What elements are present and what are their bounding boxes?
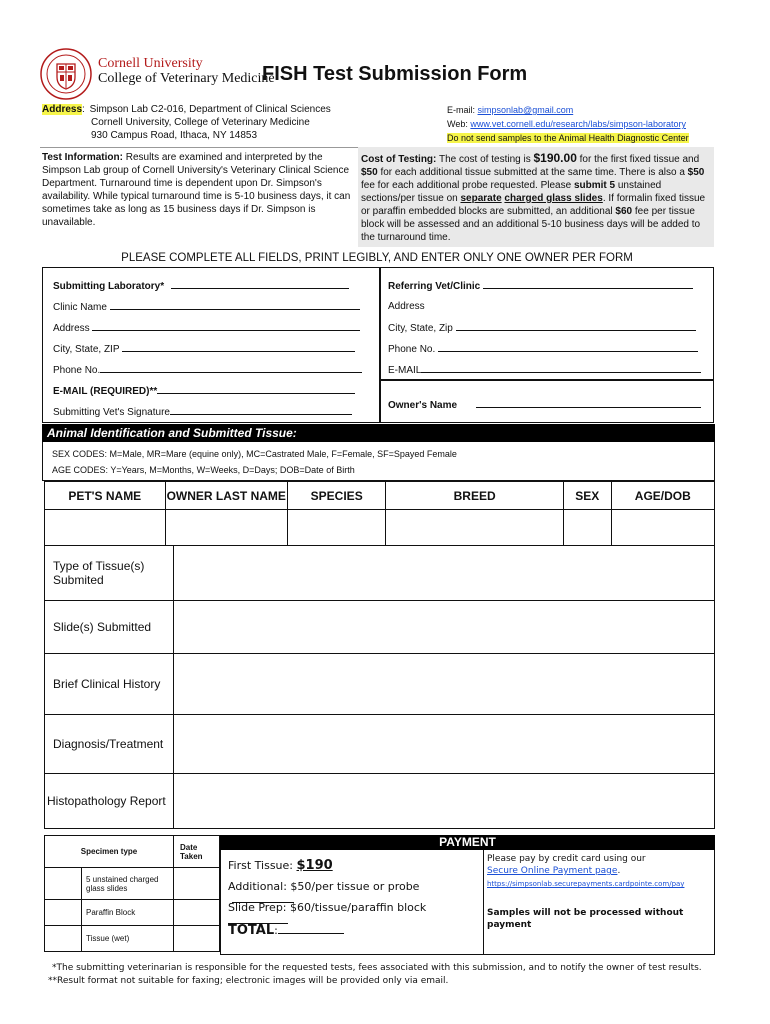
cost-text-7: fee per tissue block will be assessed and an additional 5-10 business days will be added to the turnaround time. [361, 206, 701, 243]
lab-fields [53, 279, 373, 426]
cost-submit: submit 5 [573, 180, 616, 191]
lab-web-link[interactable]: www.vet.cornell.edu/research/labs/simpson-laboratory [470, 119, 686, 129]
specimen-table [44, 835, 220, 952]
col-age-dob: AGE/DOB [611, 482, 714, 510]
specimen-row-tissue [45, 926, 220, 952]
footer-note-2: **Result format not suitable for faxing; electronic images will be provided only via email. [48, 976, 449, 986]
cost-separate: separate [460, 193, 502, 204]
submitting-lab-label: Submitting Laboratory* [53, 281, 165, 292]
specimen-slides-label: 5 unstained charged glass slides [82, 868, 174, 900]
lab-phone-label: Phone No. [53, 365, 101, 376]
clinic-name-field[interactable] [110, 300, 360, 310]
vet-city-field[interactable] [456, 321, 696, 331]
referring-vet-field[interactable] [483, 279, 693, 289]
total-colon: : [274, 924, 278, 937]
cost-charged: charged glass slides [504, 193, 603, 204]
cost-fee-2: $50 [687, 167, 705, 178]
web-label: Web: [447, 119, 468, 129]
form-title: FISH Test Submission Form [262, 63, 528, 85]
cost-text-4: fee for each additional probe requested. Please [361, 180, 572, 191]
vet-fields [388, 279, 710, 412]
age-codes: AGE CODES: Y=Years, M=Months, W=Weeks, D=Days; DOB=Date of Birth [52, 465, 355, 475]
owner-name-label: Owner's Name [388, 400, 458, 411]
diagnosis-cell[interactable] [174, 715, 715, 774]
cost-text-5: unstained sections/per tissue on [361, 180, 662, 204]
cost-text [361, 152, 713, 244]
university-name: Cornell University [98, 56, 203, 71]
address-line3: 930 Campus Road, Ithaca, NY 14853 [91, 130, 258, 141]
lab-email-label: E-MAIL (REQUIRED)** [53, 386, 158, 397]
vet-city-label: City, State, Zip [388, 323, 453, 334]
test-info-label: Test Information: [42, 152, 123, 163]
sex-cell[interactable] [563, 510, 611, 546]
vet-address-label: Address [388, 301, 425, 312]
cost-text-2: for the first fixed tissue and [579, 154, 700, 165]
paraffin-date-cell[interactable] [174, 900, 220, 926]
vet-email-label: E-MAIL [388, 365, 422, 376]
ahdc-notice: Do not send samples to the Animal Health Diagnostic Center [447, 133, 689, 143]
owner-name-field[interactable] [476, 398, 701, 408]
email-label: E-mail: [447, 105, 476, 115]
test-info-text [42, 151, 357, 229]
slides-date-cell[interactable] [174, 868, 220, 900]
secure-payment-link[interactable]: Secure Online Payment page [487, 866, 618, 876]
clinic-name-label: Clinic Name [53, 302, 107, 313]
payment-divider [483, 850, 484, 955]
history-row [45, 654, 715, 715]
pay-period: . [617, 866, 621, 876]
lab-address-label: Address [53, 323, 90, 334]
pay-text: Please pay by credit card using our [487, 854, 646, 864]
first-tissue-label: First Tissue: [228, 859, 293, 872]
lab-email-link[interactable]: simpsonlab@gmail.com [477, 105, 574, 115]
pet-name-cell[interactable] [45, 510, 166, 546]
specimen-type-header: Specimen type [45, 836, 174, 868]
address-line1: Simpson Lab C2-016, Department of Clinical Sciences [89, 104, 331, 115]
col-sex: SEX [563, 482, 611, 510]
specimen-tissue-label: Tissue (wet) [82, 926, 174, 952]
lab-address-field[interactable] [92, 321, 360, 331]
additional-fee-label: Additional: $50/per tissue or probe [228, 880, 420, 893]
cost-text-1: The cost of testing is [438, 154, 531, 165]
test-info-body: Results are examined and interpreted by the Simpson Lab group of Cornell University's Veterinary Clinical Science Department. Turnaround time is dependent upon Dr. Simpson's availability. While typical turnaround time is 5-10 business days, it can sometimes take as long as 15 business days if Dr. Simpson is unavailable. [42, 152, 351, 228]
vet-phone-label: Phone No. [388, 344, 436, 355]
col-owner-last-name: OWNER LAST NAME [165, 482, 287, 510]
specimen-row-paraffin [45, 900, 220, 926]
footer-note-1: *The submitting veterinarian is responsible for the requested tests, fees associated with this submission, and to notify the owner of test results. [52, 963, 702, 973]
date-taken-header: Date Taken [174, 836, 220, 868]
sex-codes: SEX CODES: M=Male, MR=Mare (equine only), MC=Castrated Male, F=Female, SF=Spayed Female [52, 449, 457, 459]
signature-label: Submitting Vet's Signature [53, 407, 170, 418]
lab-email-field[interactable] [157, 384, 355, 394]
tissue-type-cell[interactable] [174, 546, 715, 601]
payment-fees [228, 858, 480, 938]
cost-price: $190.00 [533, 151, 577, 165]
animal-entry-row [45, 510, 715, 546]
cost-fee-3: $60 [615, 206, 633, 217]
histopath-label: Histopathology Report [45, 774, 174, 829]
cost-fee-1: $50 [361, 167, 378, 178]
cost-text-3: for each additional tissue submitted at the same time. There is also a [380, 167, 685, 178]
first-tissue-value: $190 [296, 858, 333, 873]
animal-table [44, 481, 715, 546]
payment-url-link[interactable]: https://simpsonlab.securepayments.cardpointe.com/pay [487, 880, 685, 888]
address-block: Address: Simpson Lab C2-016, Department of Clinical Sciences Cornell University, College of Veterinary Medicine 930 Campus Road, Ithaca, NY 14853 [42, 104, 331, 141]
address-line2: Cornell University, College of Veterinary Medicine [91, 117, 310, 128]
slide-prep-label: Slide Prep: $60/tissue/paraffin block [228, 901, 427, 914]
lab-phone-field[interactable] [100, 363, 362, 373]
cornell-seal-logo [40, 48, 92, 100]
lab-city-field[interactable] [122, 342, 355, 352]
breed-cell[interactable] [386, 510, 564, 546]
contact-block [447, 105, 722, 144]
cost-text-6: . If formalin fixed tissue or paraffin embedded blocks are submitted, an additional [361, 193, 706, 217]
tissue-table [44, 545, 715, 829]
diagnosis-row [45, 715, 715, 774]
total-field[interactable] [278, 924, 344, 934]
cost-label: Cost of Testing: [361, 154, 437, 165]
histopath-cell[interactable] [174, 774, 715, 829]
address-label: Address [42, 104, 83, 115]
submitting-lab-field[interactable] [171, 279, 349, 289]
history-label: Brief Clinical History [45, 654, 174, 715]
slides-row [45, 601, 715, 654]
col-breed: BREED [386, 482, 564, 510]
college-name: College of Veterinary Medicine [98, 71, 275, 86]
tissue-row [45, 546, 715, 601]
tissue-checkbox[interactable] [45, 926, 82, 952]
lab-city-label: City, State, ZIP [53, 344, 120, 355]
diagnosis-label: Diagnosis/Treatment [45, 715, 174, 774]
payment-warning: Samples will not be processed without payment [487, 908, 684, 930]
signature-field[interactable] [170, 405, 352, 415]
age-dob-cell[interactable] [611, 510, 714, 546]
tissue-type-label: Type of Tissue(s) Submited [45, 546, 174, 601]
slides-label: Slide(s) Submitted [45, 601, 174, 654]
payment-header: PAYMENT [220, 835, 715, 850]
total-label: TOTAL [228, 923, 275, 938]
vet-phone-field[interactable] [438, 342, 698, 352]
histopath-row [45, 774, 715, 829]
specimen-paraffin-label: Paraffin Block [82, 900, 174, 926]
specimen-row-slides [45, 868, 220, 900]
tissue-date-cell[interactable] [174, 926, 220, 952]
history-cell[interactable] [174, 654, 715, 715]
slides-checkbox[interactable] [45, 868, 82, 900]
instructions: PLEASE COMPLETE ALL FIELDS, PRINT LEGIBLY, AND ENTER ONLY ONE OWNER PER FORM [121, 252, 633, 264]
specimen-header [45, 836, 220, 868]
vet-email-field[interactable] [421, 363, 701, 373]
slides-cell[interactable] [174, 601, 715, 654]
species-cell[interactable] [287, 510, 385, 546]
submitter-divider [379, 267, 381, 423]
paraffin-checkbox[interactable] [45, 900, 82, 926]
col-pet-name: PET'S NAME [45, 482, 166, 510]
animal-table-header [45, 482, 715, 510]
payment-instructions [487, 853, 713, 931]
owner-last-name-cell[interactable] [165, 510, 287, 546]
col-species: SPECIES [287, 482, 385, 510]
animal-id-header: Animal Identification and Submitted Tissue: [42, 424, 715, 442]
referring-vet-label: Referring Vet/Clinic [388, 281, 481, 292]
